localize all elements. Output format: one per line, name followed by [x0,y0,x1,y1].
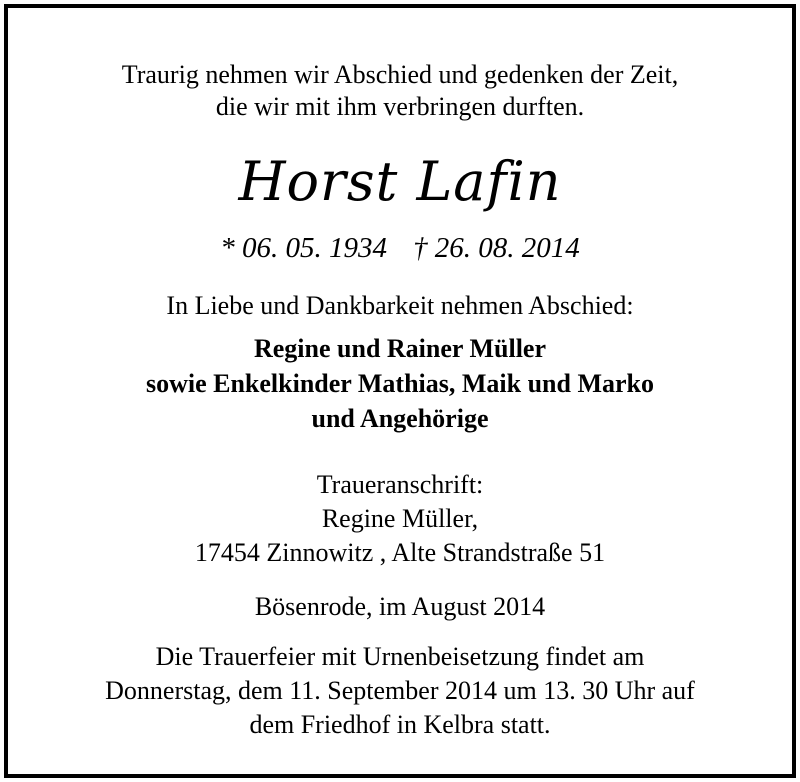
obituary-notice [4,4,796,778]
address-street: 17454 Zinnowitz , Alte Strandstraße 51 [194,538,606,567]
mourners-line-3: und Angehörige [311,404,489,433]
address-label: Traueranschrift: [316,470,484,499]
mourners-line-1: Regine und Rainer Müller [253,334,547,363]
intro-line-1: Traurig nehmen wir Abschied und gedenken der Zeit, [121,60,679,89]
birth-date: * 06. 05. 1934 [220,232,387,264]
deceased-name: Horst Lafin [238,150,562,213]
farewell-intro: In Liebe und Dankbarkeit nehmen Abschied: [166,291,634,320]
address-name: Regine Müller, [321,504,479,533]
place-date: Bösenrode, im August 2014 [254,592,546,621]
ceremony-line-3: dem Friedhof in Kelbra statt. [249,710,551,739]
life-dates [8,232,792,264]
mourners-line-2: sowie Enkelkinder Mathias, Maik und Marko [145,369,655,398]
ceremony-line-2: Donnerstag, dem 11. September 2014 um 13. 30 Uhr auf [105,676,695,705]
ceremony-line-1: Die Trauerfeier mit Urnenbeisetzung findet am [155,642,645,671]
death-date: † 26. 08. 2014 [413,232,580,264]
intro-line-2: die wir mit ihm verbringen durften. [215,92,585,121]
